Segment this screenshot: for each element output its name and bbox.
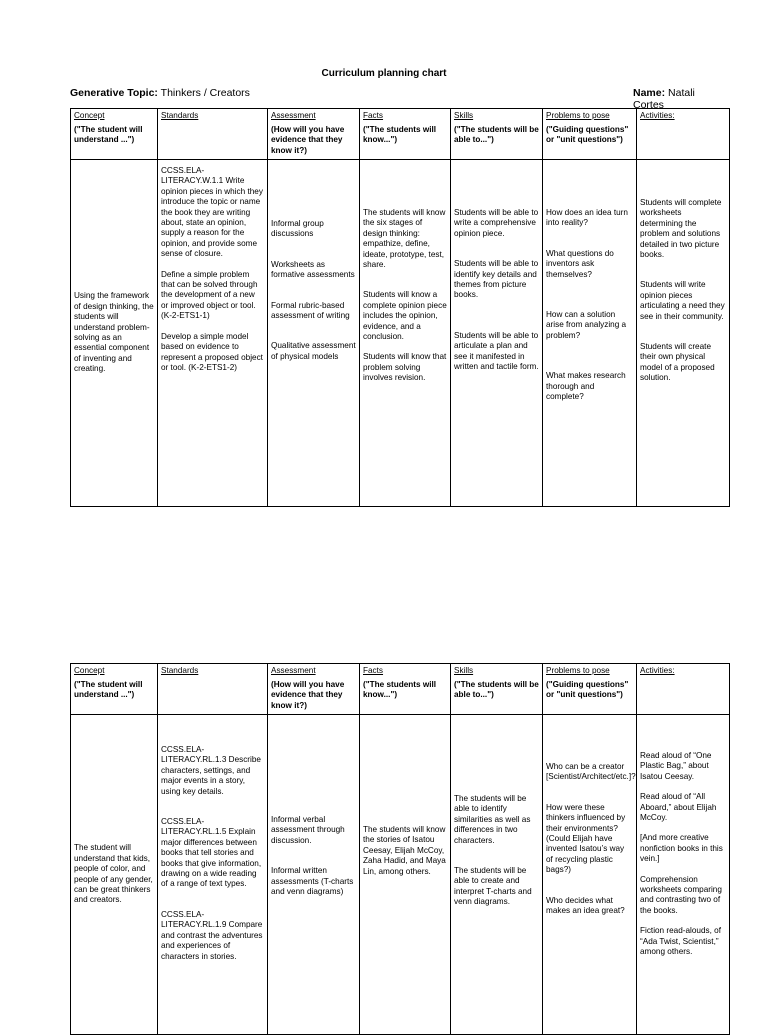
header-facts: Facts ("The students will know...") bbox=[360, 664, 451, 715]
header-activities: Activities: bbox=[637, 664, 730, 715]
activities-cell bbox=[637, 160, 730, 507]
standard-item: CCSS.ELA-LITERACY.RL.1.9 Compare and contrast the adventures and experiences of characters in stories. bbox=[161, 909, 263, 961]
header-assessment: Assessment (How will you have evidence that they know it?) bbox=[268, 109, 360, 160]
problems-cell bbox=[543, 715, 637, 1035]
problem-item: Who can be a creator [Scientist/Architect/etc.]? bbox=[546, 762, 636, 782]
header-problems: Problems to pose ("Guiding questions" or "unit questions") bbox=[543, 664, 637, 715]
fact-item: The students will know the six stages of design thinking: empathize, define, ideate, prototype, test, share. bbox=[363, 208, 446, 270]
skills-cell bbox=[451, 715, 543, 1035]
fact-item: Students will know a complete opinion piece includes the opinion, evidence, and a conclusion. bbox=[363, 290, 447, 342]
assessment-item: Qualitative assessment of physical models bbox=[271, 341, 356, 361]
problem-item: How does an idea turn into reality? bbox=[546, 208, 628, 228]
topic-value: Thinkers / Creators bbox=[160, 87, 250, 99]
header-facts: Facts ("The students will know...") bbox=[360, 109, 451, 160]
skill-item: Students will be able to identify key details and themes from picture books. bbox=[454, 259, 539, 300]
concept-cell bbox=[71, 160, 158, 507]
header-assessment: Assessment (How will you have evidence that they know it?) bbox=[268, 664, 360, 715]
standard-item: CCSS.ELA-LITERACY.RL.1.3 Describe characters, settings, and major events in a story, using key details. bbox=[161, 745, 261, 796]
planning-table-1 bbox=[70, 108, 730, 507]
problem-item: What makes research thorough and complete? bbox=[546, 371, 626, 402]
header-standards: Standards bbox=[158, 109, 268, 160]
fact-item: Students will know that problem solving involves revision. bbox=[363, 352, 447, 383]
header-skills: Skills ("The students will be able to...") bbox=[451, 109, 543, 160]
assessment-item: Informal verbal assessment through discussion. bbox=[271, 815, 345, 845]
content-row bbox=[71, 160, 730, 507]
header-row bbox=[71, 664, 730, 715]
header-concept: Concept ("The student will understand ...") bbox=[71, 664, 158, 715]
assessment-item: Formal rubric-based assessment of writing bbox=[271, 300, 350, 321]
activity-item: [And more creative nonfiction books in this vein.] bbox=[640, 833, 723, 864]
standard-item: CCSS.ELA-LITERACY.W.1.1 Write opinion pieces in which they introduce the topic or name the book they are writing about, state an opinion, supply a reason for the opinion, and provide some sense of closure. bbox=[161, 166, 263, 259]
standards-cell bbox=[158, 160, 268, 507]
activity-item: Students will complete worksheets determining the problem and solutions detailed in two picture books. bbox=[640, 198, 722, 260]
planning-table-2 bbox=[70, 663, 730, 1035]
header-standards: Standards bbox=[158, 664, 268, 715]
header-row bbox=[71, 109, 730, 160]
document-title: Curriculum planning chart bbox=[321, 68, 447, 79]
activity-item: Read aloud of “One Plastic Bag,” about Isatou Ceesay. bbox=[640, 751, 712, 781]
problems-cell bbox=[543, 160, 637, 507]
name-label: Name: bbox=[633, 87, 666, 99]
assessment-cell bbox=[268, 160, 360, 507]
assessment-item: Informal written assessments (T-charts and venn diagrams) bbox=[271, 866, 354, 897]
problem-item: What questions do inventors ask themselves? bbox=[546, 248, 614, 279]
assessment-item: Worksheets as formative assessments bbox=[271, 259, 355, 280]
standard-item: Develop a simple model based on evidence to represent a proposed object or tool. (K-2-ETS1-2) bbox=[161, 331, 263, 372]
content-row bbox=[71, 715, 730, 1035]
facts-cell bbox=[360, 715, 451, 1035]
activity-item: Read aloud of “All Aboard,” about Elijah McCoy. bbox=[640, 792, 717, 823]
skills-cell bbox=[451, 160, 543, 507]
activity-item: Students will create their own physical model of a proposed solution. bbox=[640, 342, 715, 383]
skill-item: Students will be able to write a comprehensive opinion piece. bbox=[454, 208, 539, 238]
standard-item: CCSS.ELA-LITERACY.RL.1.5 Explain major differences between books that tell stories and books that give information, drawing on a wide reading of a range of text types. bbox=[161, 817, 262, 889]
topic-line bbox=[70, 87, 728, 111]
skill-item: The students will be able to create and interpret T-charts and venn diagrams. bbox=[454, 866, 532, 907]
activity-item: Comprehension worksheets comparing and contrasting two of the books. bbox=[640, 874, 722, 915]
standard-item: Define a simple problem that can be solved through the development of a new or improved object or tool. (K-2-ETS1-1) bbox=[161, 269, 258, 321]
header-skills: Skills ("The students will be able to...") bbox=[451, 664, 543, 715]
concept-text: Using the framework of design thinking, the students will understand problem-solving as an essential component of inventing and creating. bbox=[74, 291, 154, 374]
header-activities: Activities: bbox=[637, 109, 730, 160]
generative-topic bbox=[70, 87, 250, 99]
assessment-item: Informal group discussions bbox=[271, 219, 324, 239]
header-problems: Problems to pose ("Guiding questions" or "unit questions") bbox=[543, 109, 637, 160]
skill-item: Students will be able to articulate a plan and see it manifested in written and tactile form. bbox=[454, 330, 539, 372]
topic-label: Generative Topic: bbox=[70, 87, 158, 99]
concept-text: The student will understand that kids, people of color, and people of any gender, can be great thinkers and creators. bbox=[74, 843, 153, 905]
concept-cell bbox=[71, 715, 158, 1035]
standards-cell bbox=[158, 715, 268, 1035]
activity-item: Students will write opinion pieces articulating a need they see in their community. bbox=[640, 280, 725, 321]
activity-item: Fiction read-alouds, of “Ada Twist, Scientist,” among others. bbox=[640, 926, 722, 957]
name-value: Natali Cortes bbox=[633, 87, 695, 111]
header-concept: Concept ("The student will understand ...") bbox=[71, 109, 158, 160]
skill-item: The students will be able to identify similarities as well as differences in two characters. bbox=[454, 794, 531, 845]
problem-item: How can a solution arise from analyzing a problem? bbox=[546, 310, 627, 340]
facts-cell bbox=[360, 160, 451, 507]
activities-cell bbox=[637, 715, 730, 1035]
fact-item: The students will know the stories of Isatou Ceesay, Elijah McCoy, Zaha Hadid, and Maya Lin, among others. bbox=[363, 825, 446, 876]
problem-item: How were these thinkers influenced by their environments? (Could Elijah have invented Isatou’s way of recycling plastic bags?) bbox=[546, 802, 626, 875]
problem-item: Who decides what makes an idea great? bbox=[546, 895, 625, 916]
assessment-cell bbox=[268, 715, 360, 1035]
